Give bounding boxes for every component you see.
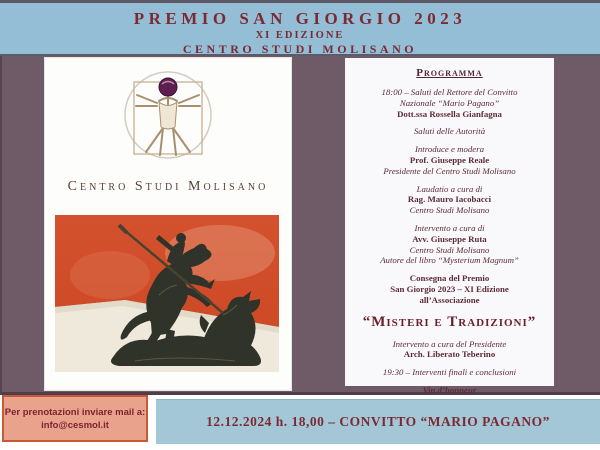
program-line: Presidente del Centro Studi Molisano (383, 165, 516, 176)
program-line: Vin d’honneur (422, 384, 477, 395)
program-line: Avv. Giuseppe Ruta (412, 233, 487, 244)
program-line: all’Associazione (419, 294, 480, 305)
program-line: San Giorgio 2023 – XI Edizione (390, 283, 509, 294)
vitruvian-man-icon (113, 65, 223, 173)
program-heading: Programma (416, 67, 483, 79)
organization-name: Centro Studi Molisano (67, 179, 269, 194)
event-date-venue-bar (156, 399, 600, 444)
poster-header (0, 0, 600, 56)
booking-email: info@cesmol.it (41, 419, 109, 431)
program-line: Centro Studi Molisano (409, 205, 490, 216)
program-line: Arch. Liberato Teberino (403, 349, 496, 360)
program-line: Nazionale “Mario Pagano” (399, 97, 500, 108)
program-line: Consegna del Premio (409, 273, 490, 284)
poster-organization: CENTRO STUDI MOLISANO (182, 42, 418, 56)
poster-title: PREMIO SAN GIORGIO 2023 (133, 9, 467, 28)
program-line: Intervento a cura del Presidente (392, 338, 507, 349)
booking-instruction: Per prenotazioni inviare mail a: (4, 406, 146, 418)
program-line: Rag. Mauro Iacobacci (407, 194, 492, 205)
program-panel (345, 58, 554, 395)
program-line: Autore del libro “Mysterium Magnum” (380, 255, 519, 266)
program-lines (345, 87, 554, 396)
booking-info-box (2, 395, 148, 442)
program-line: 18:00 – Saluti del Rettore del Convitto (381, 87, 518, 97)
program-line: Dott.ssa Rossella Gianfagna (397, 108, 502, 119)
organization-card (44, 57, 292, 391)
program-line: Prof. Giuseppe Reale (409, 154, 490, 165)
event-date-venue-text: 12.12.2024 h. 18,00 – CONVITTO “MARIO PAGANO” (206, 414, 550, 429)
program-line: 19:30 – Interventi finali e conclusioni (382, 367, 517, 378)
program-line: Saluti delle Autorità (413, 126, 486, 137)
program-line: “Misteri e Tradizioni” (362, 313, 537, 330)
poster-edition: XI EDIZIONE (255, 30, 345, 41)
program-line: Laudatio a cura di (416, 183, 483, 194)
program-line: Intervento a cura di (414, 222, 485, 233)
program-line: Centro Studi Molisano (409, 244, 490, 255)
st-george-statue-photo (55, 215, 279, 372)
program-line: Introduce e modera (414, 144, 485, 155)
